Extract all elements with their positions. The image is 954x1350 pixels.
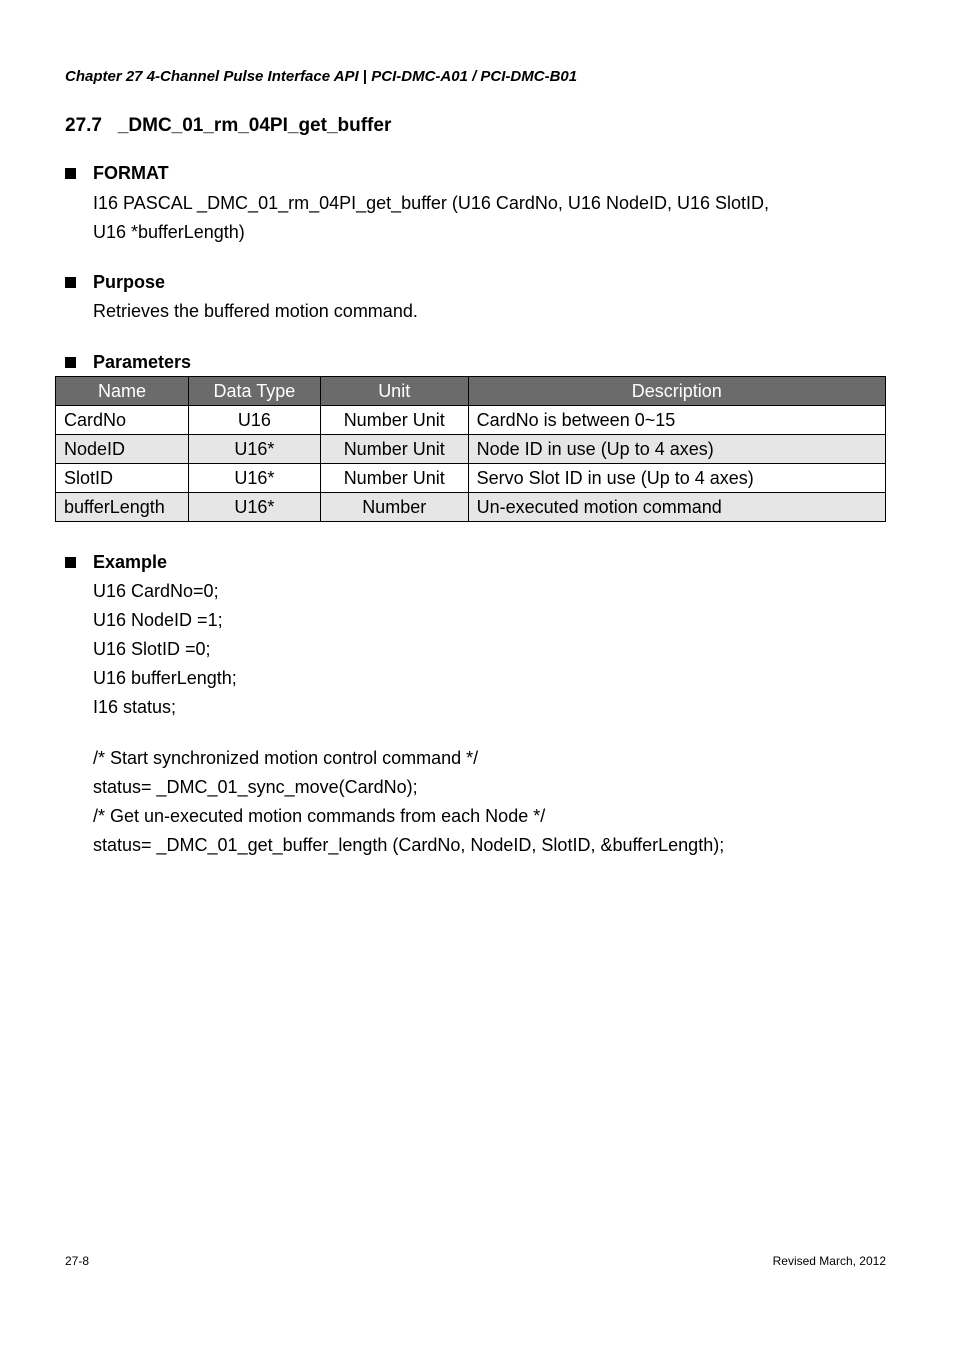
format-line: I16 PASCAL _DMC_01_rm_04PI_get_buffer (U16 CardNo, U16 NodeID, U16 SlotID, xyxy=(93,193,770,213)
param-description: Servo Slot ID in use (Up to 4 axes) xyxy=(468,464,885,493)
code-line: /* Get un-executed motion commands from each Node */ xyxy=(93,806,546,826)
column-header-data-type: Data Type xyxy=(188,377,320,406)
code-line: status= _DMC_01_sync_move(CardNo); xyxy=(93,777,418,797)
column-header-name: Name xyxy=(56,377,189,406)
param-type: U16* xyxy=(188,493,320,522)
page-number: 27-8 xyxy=(65,1254,90,1268)
header-chapter: Chapter 27 4-Channel Pulse Interface API xyxy=(65,68,359,85)
param-description: Node ID in use (Up to 4 axes) xyxy=(468,435,885,464)
param-name: SlotID xyxy=(56,464,189,493)
code-line: I16 status; xyxy=(93,697,177,717)
example-heading xyxy=(65,552,167,573)
table-row xyxy=(56,406,886,435)
example-declarations xyxy=(93,577,237,722)
column-header-description: Description xyxy=(468,377,885,406)
code-line: /* Start synchronized motion control command */ xyxy=(93,748,479,768)
header-separator: | xyxy=(358,68,372,85)
param-type: U16* xyxy=(188,464,320,493)
param-name: NodeID xyxy=(56,435,189,464)
param-type: U16* xyxy=(188,435,320,464)
format-line: U16 *bufferLength) xyxy=(93,222,245,242)
purpose-heading-label: Purpose xyxy=(93,272,166,292)
table-row xyxy=(56,493,886,522)
section-number: 27.7 xyxy=(65,115,102,136)
parameters-table xyxy=(55,376,886,522)
param-unit: Number Unit xyxy=(320,406,468,435)
param-name: CardNo xyxy=(56,406,189,435)
column-header-unit: Unit xyxy=(320,377,468,406)
param-type: U16 xyxy=(188,406,320,435)
section-name: _DMC_01_rm_04PI_get_buffer xyxy=(117,115,392,136)
param-unit: Number Unit xyxy=(320,464,468,493)
table-row xyxy=(56,464,886,493)
format-heading xyxy=(65,163,169,184)
code-line: U16 NodeID =1; xyxy=(93,610,223,630)
bullet-square-icon xyxy=(65,557,76,568)
example-heading-label: Example xyxy=(93,552,168,572)
param-name: bufferLength xyxy=(56,493,189,522)
code-line: U16 bufferLength; xyxy=(93,668,237,688)
param-description: Un-executed motion command xyxy=(468,493,885,522)
format-heading-label: FORMAT xyxy=(93,163,169,183)
param-description: CardNo is between 0~15 xyxy=(468,406,885,435)
table-header-row xyxy=(56,377,886,406)
bullet-square-icon xyxy=(65,168,76,179)
example-code xyxy=(93,744,724,860)
purpose-heading xyxy=(65,272,165,293)
format-signature xyxy=(93,189,769,247)
revision-date: Revised March, 2012 xyxy=(772,1254,886,1268)
bullet-square-icon xyxy=(65,277,76,288)
header-models: PCI-DMC-A01 / PCI-DMC-B01 xyxy=(371,68,578,85)
code-line: U16 SlotID =0; xyxy=(93,639,211,659)
code-line: status= _DMC_01_get_buffer_length (CardNo, NodeID, SlotID, &bufferLength); xyxy=(93,835,725,855)
param-unit: Number xyxy=(320,493,468,522)
param-unit: Number Unit xyxy=(320,435,468,464)
code-line: U16 CardNo=0; xyxy=(93,581,219,601)
section-title xyxy=(65,115,391,137)
parameters-heading xyxy=(65,352,191,373)
parameters-heading-label: Parameters xyxy=(93,352,192,372)
purpose-text: Retrieves the buffered motion command. xyxy=(93,301,418,321)
bullet-square-icon xyxy=(65,357,76,368)
table-row xyxy=(56,435,886,464)
page-header xyxy=(65,68,577,85)
